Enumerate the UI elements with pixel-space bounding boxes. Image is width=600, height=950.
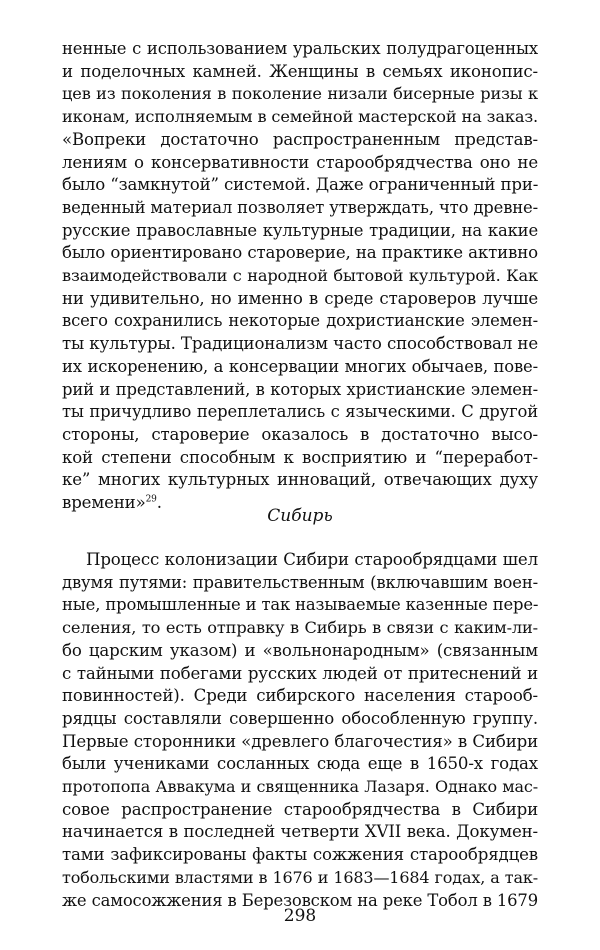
text-line: ке” многих культурных инноваций, отвечающих духу [62, 470, 538, 490]
text-line: было “замкнутой” системой. Даже ограниченный при- [62, 175, 539, 195]
text-line: селения, то есть отправку в Сибирь в связи с каким-ли- [62, 618, 538, 638]
quote-end-text: времени» [62, 493, 146, 513]
text-line-last: времени»$^{29}$. [62, 493, 162, 513]
text-line: их искоренению, а консервации многих обычаев, пове- [62, 356, 538, 376]
text-line: и поделочных камней. Женщины в семьях иконопис- [62, 61, 538, 81]
text-line: ные, промышленные и так называемые казенные пере- [62, 595, 539, 615]
text-line: ни удивительно, но именно в среде староверов лучше [62, 288, 538, 308]
text-line: же самосожжения в Березовском на реке Тобол в 1679 [62, 890, 538, 910]
text-line: лениям о консервативности старообрядчества оно не [62, 152, 538, 172]
text-line: были учениками сосланных сюда еще в 1650-х годах [62, 754, 538, 774]
text-line: протопопа Аввакума и священника Лазаря. Однако мас- [62, 777, 538, 797]
page-number: 298 [283, 906, 317, 926]
text-line: ты культуры. Традиционализм часто способствовал не [62, 334, 538, 354]
text-line: рядцы составляли совершенно обособленную группу. [62, 708, 538, 728]
text-line: тами зафиксированы факты сожжения старообрядцев [62, 845, 538, 865]
footnote-reference[interactable]: 29 [145, 494, 157, 505]
text-line: рий и представлений, в которых христианские элемен- [62, 379, 538, 399]
text-line: кой степени способным к восприятию и “переработ- [62, 447, 538, 467]
text-line: повинностей). Среди сибирского населения старооб- [62, 686, 538, 706]
text-line: взаимодействовали с народной бытовой культурой. Как [62, 266, 538, 286]
text-line: с тайными побегами русских людей от притеснений и [62, 663, 538, 683]
text-line: цев из поколения в поколение низали бисерные ризы к [62, 84, 538, 104]
paragraph-continuation [62, 38, 538, 515]
text-line: ненные с использованием уральских полудрагоценных [62, 39, 538, 58]
text-line: иконам, исполняемым в семейной мастерской на заказ. [62, 107, 538, 127]
text-line: ты причудливо переплетались с языческими. С другой [62, 402, 538, 422]
text-line: бо царским указом) и «вольнонародным» (связанным [62, 640, 538, 660]
text-line: двумя путями: правительственным (включавшим воен- [62, 572, 538, 592]
text-line: всего сохранились некоторые дохристианские элемен- [62, 311, 538, 331]
section-title: Сибирь [267, 506, 333, 526]
text-line: Первые сторонники «древлего благочестия» в Сибири [62, 731, 538, 751]
text-line: веденный материал позволяет утверждать, что древне- [62, 197, 538, 217]
text-line: русские православные культурные традиции, на какие [62, 220, 538, 240]
text-line: «Вопреки достаточно распространенным представ- [62, 129, 538, 149]
text-line: совое распространение старообрядчества в Сибири [62, 799, 538, 819]
text-line: Процесс колонизации Сибири старообрядцами шел [86, 550, 538, 569]
text-line: тобольскими властями в 1676 и 1683—1684 годах, а так- [62, 867, 538, 887]
text-line: начинается в последней четверти XVII века. Докумен- [62, 822, 538, 842]
text-line: было ориентировано староверие, на практике активно [62, 243, 538, 263]
paragraph-siberia [62, 549, 538, 912]
text-line: стороны, староверие оказалось в достаточно высо- [62, 424, 538, 444]
